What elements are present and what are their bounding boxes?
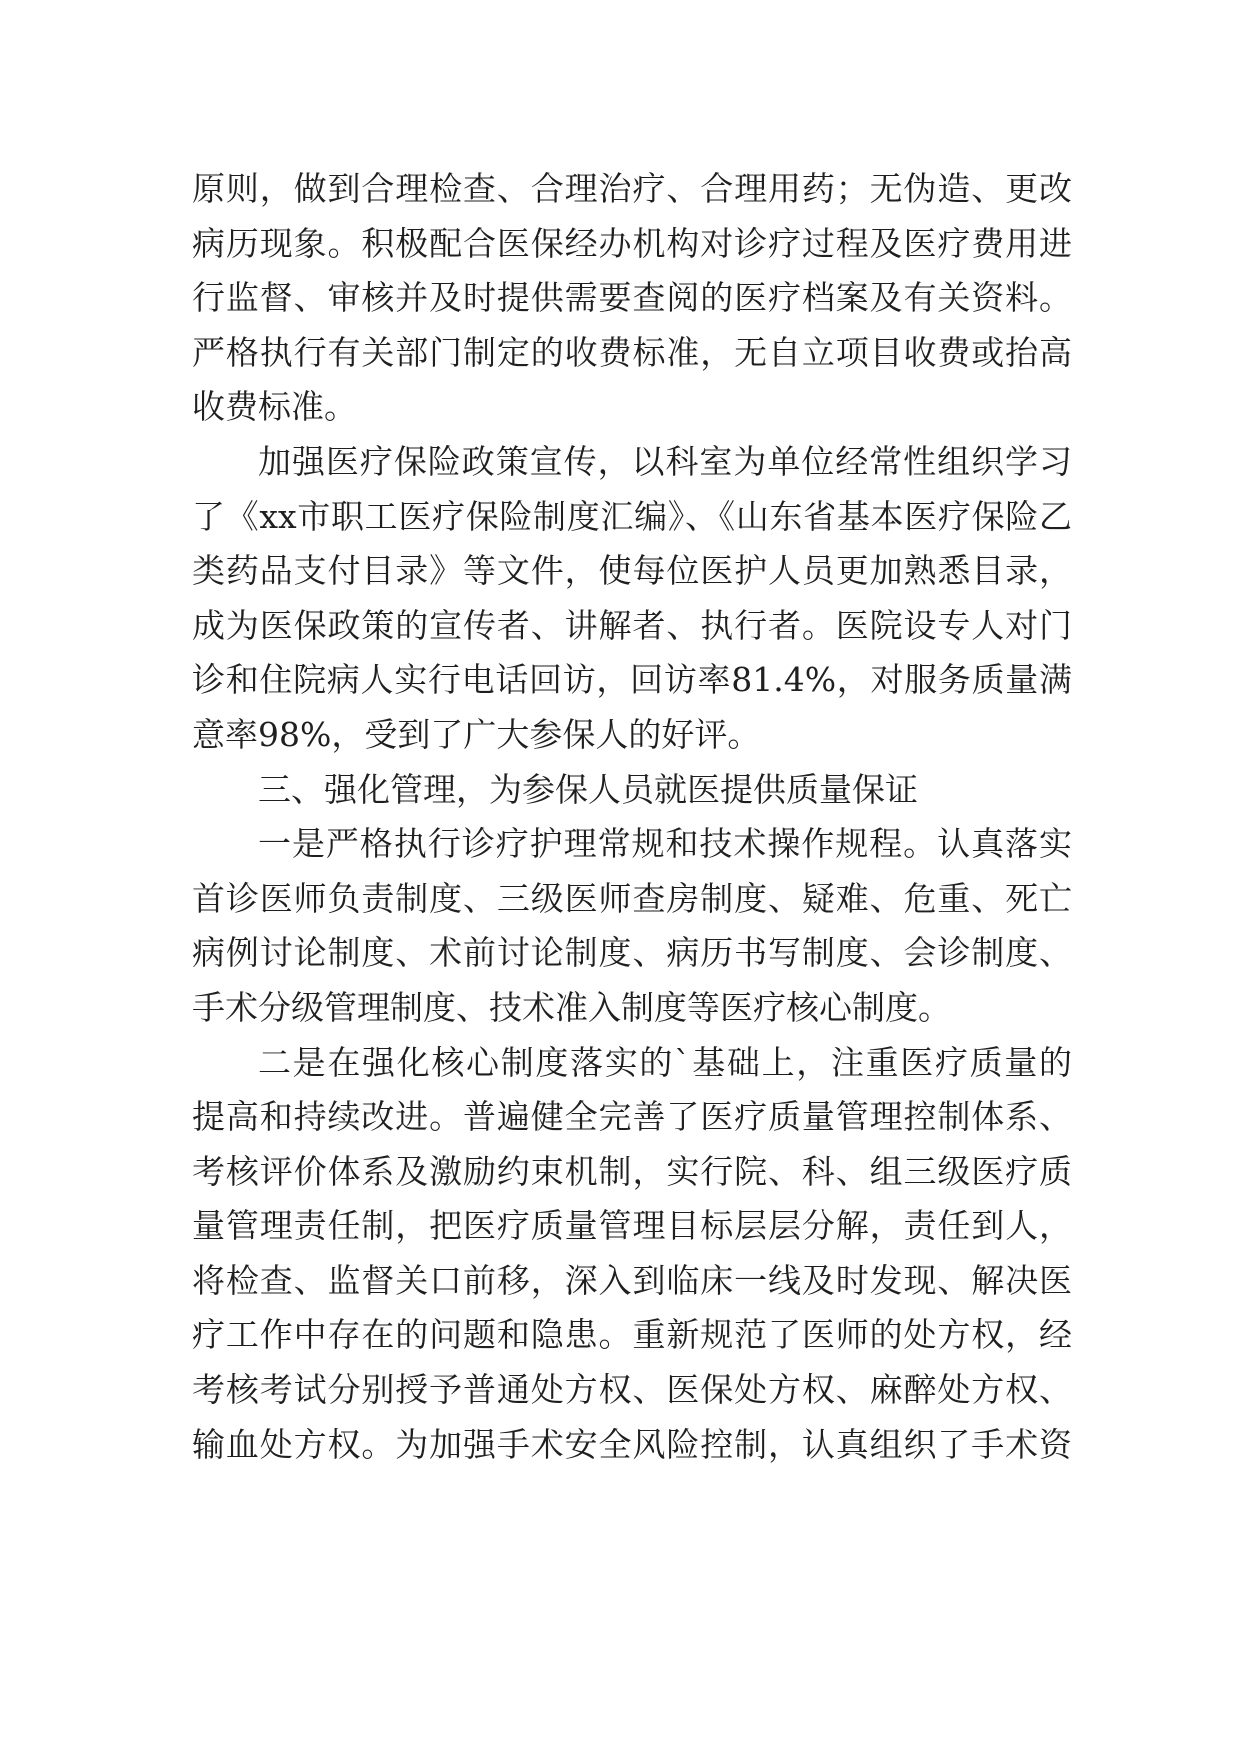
text-line: 考核评价体系及激励约束机制，实行院、科、组三级医疗质 — [192, 1151, 1072, 1191]
text-line: 一是严格执行诊疗护理常规和技术操作规程。认真落实 — [258, 824, 1072, 864]
text-line: 类药品支付目录》等文件，使每位医护人员更加熟悉目录， — [192, 551, 1072, 591]
text-line: 了《xx市职工医疗保险制度汇编》、《山东省基本医疗保险乙 — [192, 496, 1072, 536]
text-line: 行监督、审核并及时提供需要查阅的医疗档案及有关资料。 — [192, 278, 1072, 318]
text-line: 加强医疗保险政策宣传，以科室为单位经常性组织学习 — [258, 441, 1072, 481]
text-line: 量管理责任制，把医疗质量管理目标层层分解，责任到人， — [192, 1206, 1072, 1246]
text-line: 严格执行有关部门制定的收费标准，无自立项目收费或抬高 — [192, 332, 1072, 372]
section-heading: 三、强化管理，为参保人员就医提供质量保证 — [258, 769, 918, 809]
text-line: 首诊医师负责制度、三级医师查房制度、疑难、危重、死亡 — [192, 878, 1072, 918]
document-body — [192, 162, 1072, 1472]
text-line: 手术分级管理制度、技术准入制度等医疗核心制度。 — [192, 987, 951, 1027]
text-line: 病例讨论制度、术前讨论制度、病历书写制度、会诊制度、 — [192, 933, 1072, 973]
text-line: 成为医保政策的宣传者、讲解者、执行者。医院设专人对门 — [192, 605, 1072, 645]
text-line: 二是在强化核心制度落实的`基础上，注重医疗质量的 — [258, 1042, 1072, 1082]
text-line: 疗工作中存在的问题和隐患。重新规范了医师的处方权，经 — [192, 1315, 1072, 1355]
text-line: 意率98%，受到了广大参保人的好评。 — [192, 714, 761, 754]
text-line: 原则，做到合理检查、合理治疗、合理用药；无伪造、更改 — [192, 169, 1072, 208]
text-line: 考核考试分别授予普通处方权、医保处方权、麻醉处方权、 — [192, 1370, 1072, 1410]
text-line: 输血处方权。为加强手术安全风险控制，认真组织了手术资 — [192, 1424, 1072, 1464]
text-line: 病历现象。积极配合医保经办机构对诊疗过程及医疗费用进 — [192, 223, 1072, 263]
text-line: 提高和持续改进。普遍健全完善了医疗质量管理控制体系、 — [192, 1097, 1072, 1137]
text-line: 收费标准。 — [192, 387, 357, 427]
text-line: 诊和住院病人实行电话回访，回访率81.4%，对服务质量满 — [192, 660, 1072, 700]
text-line: 将检查、监督关口前移，深入到临床一线及时发现、解决医 — [192, 1260, 1072, 1300]
